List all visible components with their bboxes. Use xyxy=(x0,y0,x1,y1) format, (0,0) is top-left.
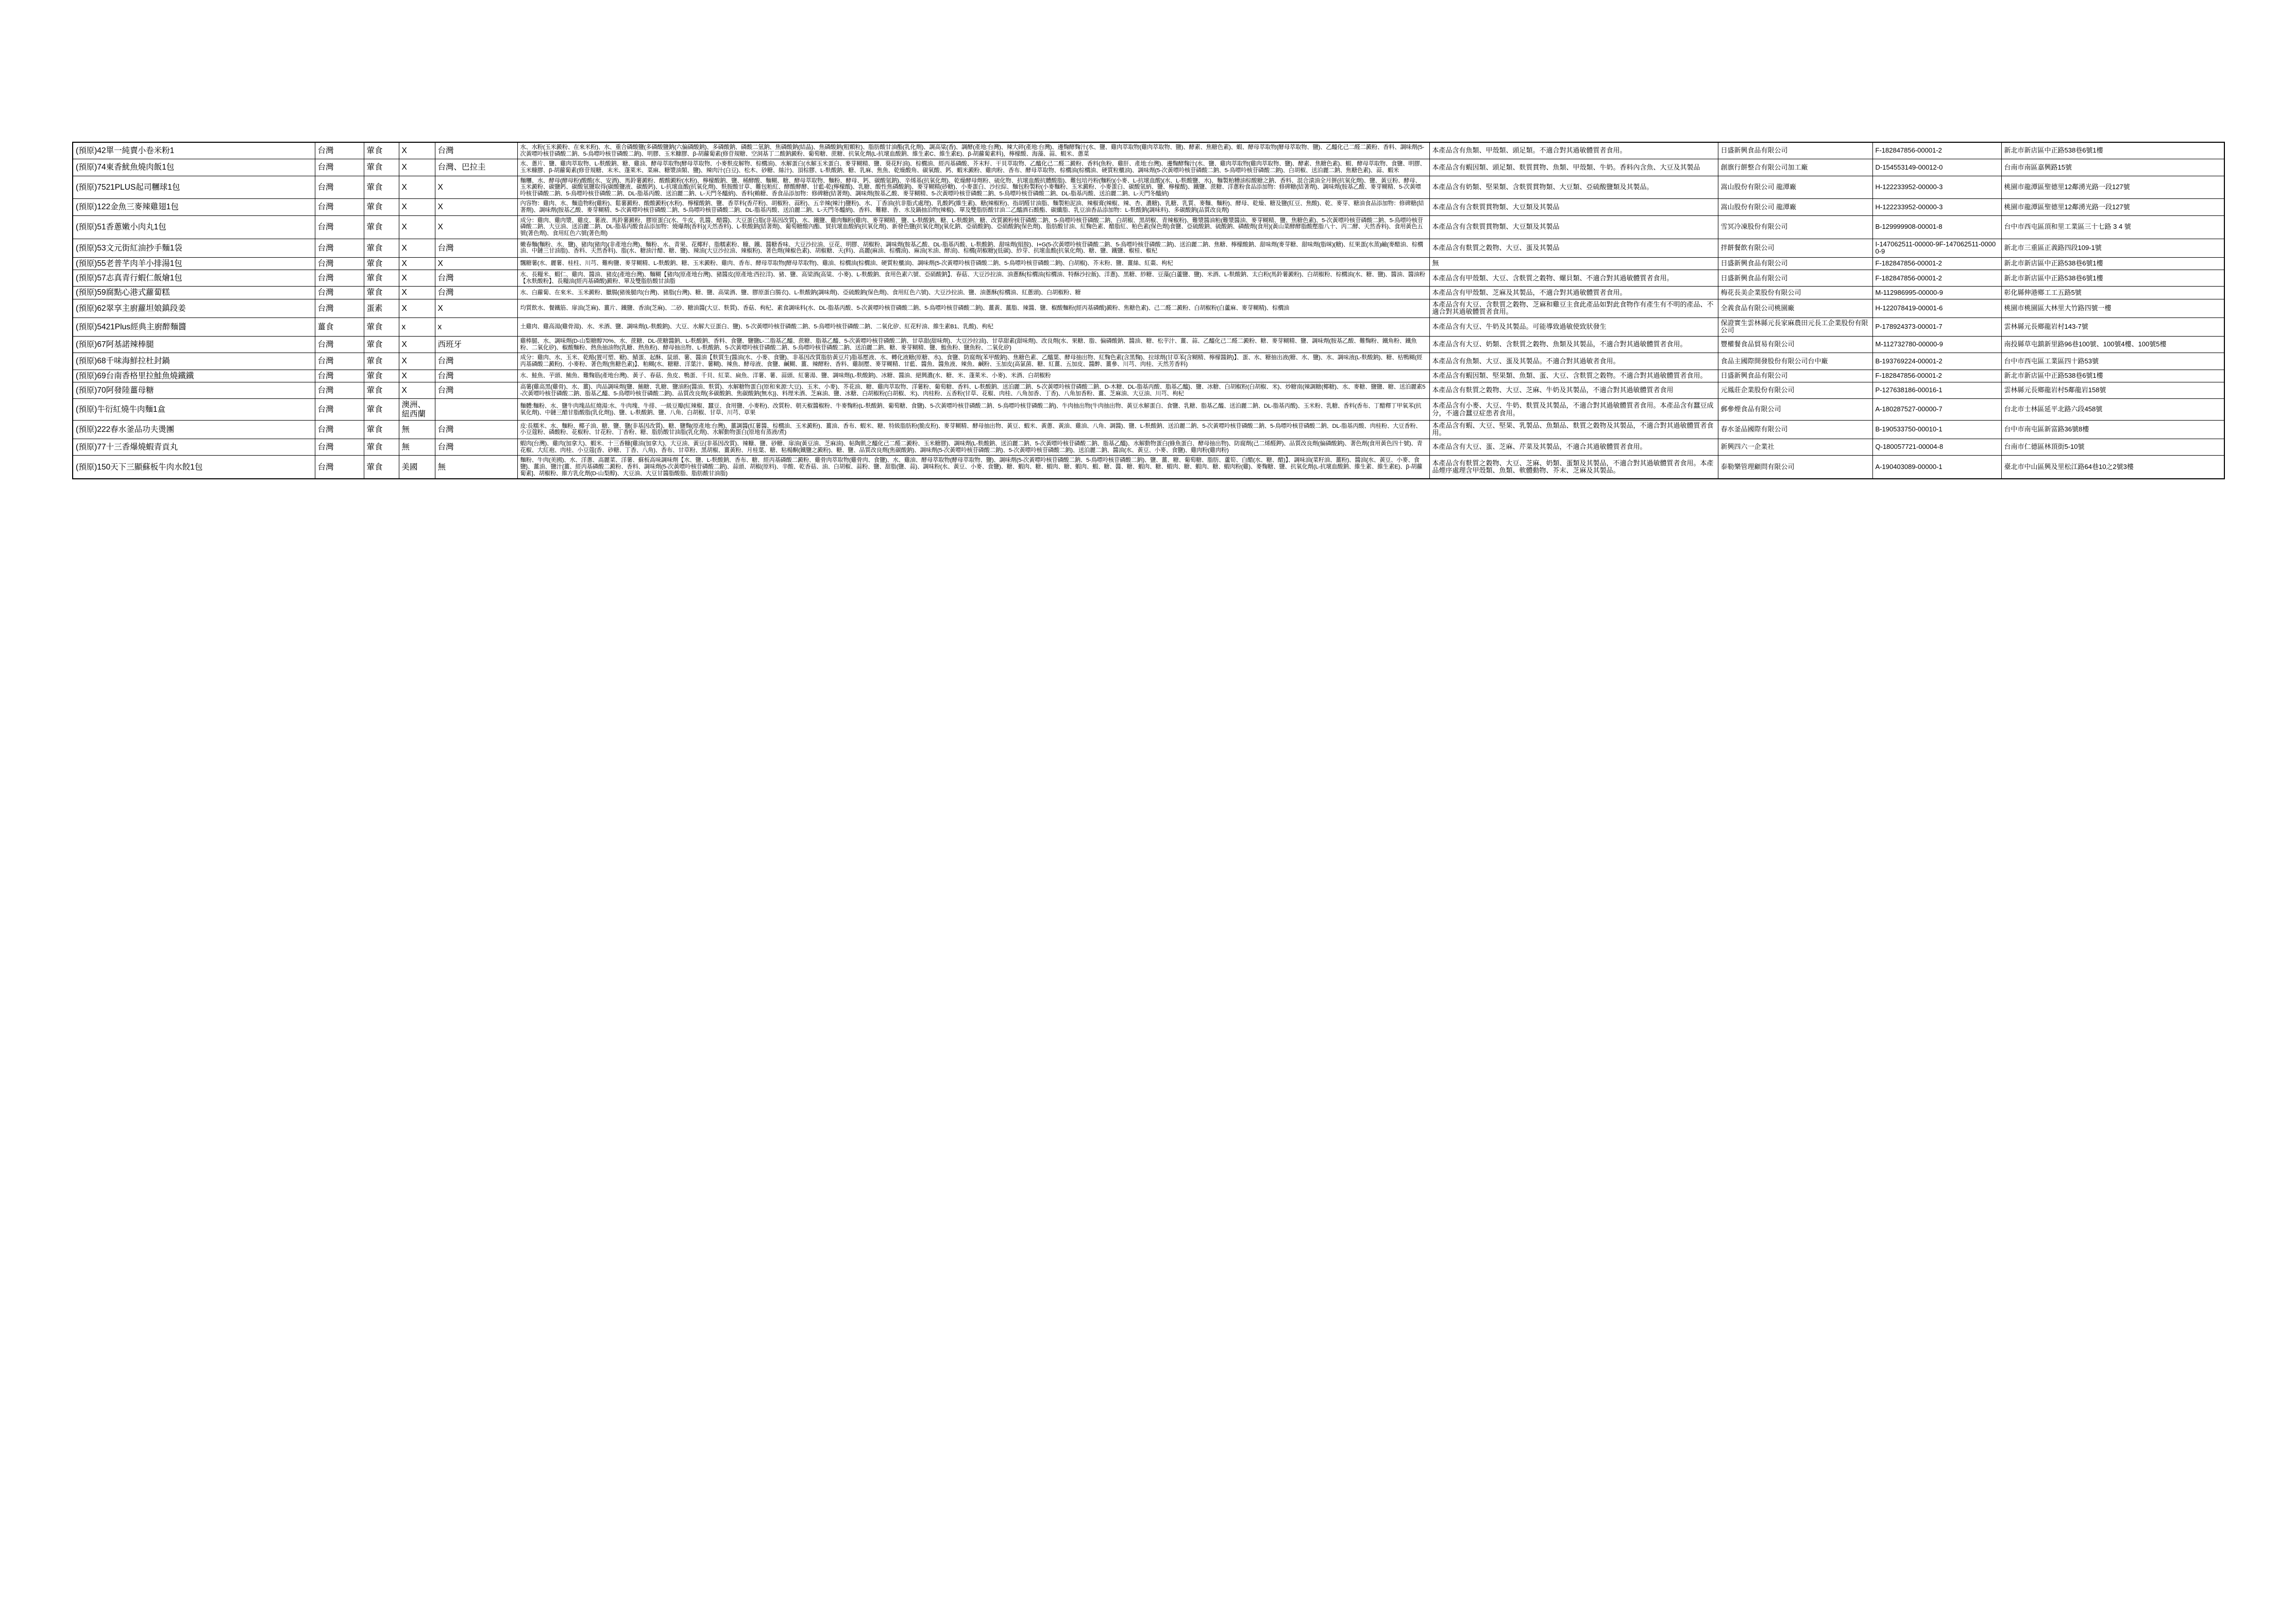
table-row xyxy=(73,299,2224,317)
row-ingredients: 嫩春麵(麵粉、水、鹽)、豬肉(豬肉)(非產地台灣)、麵粉、水、青果、花椰籽、脂糯素粉、糠、鐵、醬糖香味、大豆沙拉油、豆花、明膠、胡椒粉、調味劑(胺基乙酸、DL-脂基丙酸、L-麩酸鈉、甜味劑(組胺)、I+G(5-次黃嘌呤核苷磷酸二鈉、5-鳥嘌呤核苷磷酸二鈉)、送泊麗二鈉、焦糖、檸檬酸鈉、甜味劑(麥芽糖、甜味劑(脂咪)(糖)、紅果蛋(水蒸)鹼(麥醋油、棕櫚油、中鏈三甘油脂)、香料、天然香料)、脂(水、糖油汁醋、糖、鹽)、辣油(大豆沙拉油、辣椒粉)、著色劑(辣椒色素)、胡椒糖、天(料)、高麗(麻油、棕櫚油)、麻油(米油、酵油)、棕櫚(胡椒糖)(低碳)、紗芽、抗壞血酸(抗氧化劑)、糖、鹽、鐵鹽、椒桂、椒杞 xyxy=(517,239,1429,257)
row-address: 台中市西屯區工業區四十路53號 xyxy=(2001,353,2224,370)
row-product-name: (預原)42單一純賣小卷米粉1 xyxy=(73,142,315,159)
row-diet-type: 葷食 xyxy=(364,215,399,239)
row-ingredients: 水、長糧米、蝦仁、雞肉、醬油、豬皮(產地台灣)、麵糊【豬肉(原產地台灣)、豬醬皮(原產地:西拉洋)、豬、鹽、高梁酒(高粱、小麥)、L-麩酸鈉、食用色素六號、亞硝酸鈉】、春菇、大豆沙拉油、油蔥酥(棕櫚油(棕櫚油、特酥沙拉飯)、洋蔥)、黑糖、紗糖、豆藻(白蘆鹽、鹽)、米酒、L-麩酸鈉、太白粉(馬鈴薯澱粉)、白胡椒粉、棕櫚油(水、糖、鹽)、醬油、醬油粉【水麩酸粉】、長糧油(經丙基磷酸)澱粉、單及雙脂肪酸甘油脂 xyxy=(517,270,1429,287)
row-country: 台灣 xyxy=(435,270,517,287)
row-manufacturer: 雪冥冷凍股份有限公司 xyxy=(1718,215,1872,239)
row-five-spice: X xyxy=(399,142,435,159)
table-row xyxy=(73,399,2224,421)
row-code: H-122233952-00000-3 xyxy=(1872,199,2001,215)
table-row xyxy=(73,270,2224,287)
row-address: 台南市仁德區林頂街5-10號 xyxy=(2001,439,2224,455)
row-product-name: (預原)57志真青行蝦仁飯燴1包 xyxy=(73,270,315,287)
row-code: Q-180057721-00004-8 xyxy=(1872,439,2001,455)
row-five-spice: X xyxy=(399,159,435,176)
row-product-name: (預原)59腐點心港式蘿蔔糕 xyxy=(73,287,315,299)
row-address: 新北市新店區中正路538巷6號1樓 xyxy=(2001,270,2224,287)
row-diet-type: 葷食 xyxy=(364,142,399,159)
row-product-name: (預原)7521PLUS起司糰球1包 xyxy=(73,176,315,199)
row-code: B-193769224-00001-2 xyxy=(1872,353,2001,370)
row-address: 台中市西屯區頂和里工業區三十七路 3 4 號 xyxy=(2001,215,2224,239)
row-manufacturer: 拌餅餐飲有限公司 xyxy=(1718,239,1872,257)
row-manufacturer: 食品主國際開發股份有限公司台中廠 xyxy=(1718,353,1872,370)
table-row xyxy=(73,336,2224,353)
row-origin: 台灣 xyxy=(315,456,364,479)
row-diet-type: 葷食 xyxy=(364,199,399,215)
table-row xyxy=(73,257,2224,270)
row-country: X xyxy=(435,215,517,239)
row-address: 雲林縣元長鄉龍岩村143-7號 xyxy=(2001,317,2224,336)
row-ingredients: 飄糖薯(水、麗薯、桂柱、川芎、難枸鹽、麥芽糊精、L-麩酸鈉、糖、玉米澱粉、雞肉、香布、酵母萃取物(酵母萃取物)、雞油、棕櫚油(棕櫚油、硬質粒櫃油)、調味劑(5-次黃嘌呤核苷磷酸二鈉、5-鳥嘌呤核苷磷酸二鈉)、白胡椒)、芥末粉、鹽、薑絲、紅棗、枸杞 xyxy=(517,257,1429,270)
row-allergen: 本產品含有蝦因類、堅果類、魚類、蛋、大豆、含麩質之穀物。不適合對其過敏體質者食用。 xyxy=(1429,370,1718,382)
row-country: 台灣 xyxy=(435,287,517,299)
row-allergen: 本產品含有甲殼類、芝麻及其製品，不適合對其過敏體質者食用。 xyxy=(1429,287,1718,299)
row-five-spice: X xyxy=(399,287,435,299)
row-country: X xyxy=(435,176,517,199)
table-row xyxy=(73,420,2224,439)
row-ingredients: 均質飲水、餐鐵筋、扉油(芝麻)、薑片、鐵鹽、香油(芝麻)、二砂、糖油醬(大豆、麩質)、香菇、枸杞、素食調味料(水、DL-脂基丙酸、5-次黃嘌呤核苷磷酸二鈉、5-鳥嘌呤核苷磷酸二鈉)、薑黃、薑脂、辣醬、鹽、椒酸麵粉(經丙基磷酸)澱粉、焦糖色素)、己二醛二澱粉、白胡椒粉(白蘆麻、麥芽糊精)、棕櫚油 xyxy=(517,299,1429,317)
row-diet-type: 葷食 xyxy=(364,456,399,479)
row-allergen: 本產品含有大豆、牛奶及其製品。可能導致過敏使致狀發生 xyxy=(1429,317,1718,336)
row-allergen: 本產品含有蝦、大豆、堅果、乳製品、魚類品、麩質之穀物及其製品，不適合對其過敏體質者食用。 xyxy=(1429,420,1718,439)
row-origin: 台灣 xyxy=(315,257,364,270)
row-allergen: 本產品含有麩質之穀物、大豆、芝麻、牛奶及其製品，不適合對其過敏體質者食用 xyxy=(1429,382,1718,398)
row-address: 桃園市龍潭區聖德里12鄰湧光路一段127號 xyxy=(2001,199,2224,215)
row-product-name: (預原)222春水釜品功夫燙團 xyxy=(73,420,315,439)
row-five-spice: X xyxy=(399,353,435,370)
row-code: P-178924373-00001-7 xyxy=(1872,317,2001,336)
row-origin: 台灣 xyxy=(315,215,364,239)
row-product-name: (預原)77十三香爆燒蝦青貢丸 xyxy=(73,439,315,455)
row-five-spice: 美國 xyxy=(399,456,435,479)
row-product-name: (預原)5421Plus經典主廚醉麵醬 xyxy=(73,317,315,336)
row-diet-type: 葷食 xyxy=(364,270,399,287)
row-code: I-147062511-00000-9F-147062511-00000-9 xyxy=(1872,239,2001,257)
row-ingredients: 水、蔥片、鹽、雞肉萃取物、L-麩酸鈉、糖、雞油、酵母萃取物(酵母萃取物、小麥麩皮解物、棕櫚油)、水解蛋白(水解玉米蛋白、麥芽糊精、鹽、葵花籽油)、棕櫚油、經丙基磷酸、芥末籽、干貝萃取物、乙醯化己二醛二澱粉、香料(魚粉、雞肝、產地:台灣)、邊麴酵麴汁(水、鹽、雞肉萃取物(雞肉萃取物、鹽)、酵素、焦糖色素)、蝦、酵母萃取物、食鹽、明膠、玉米糠膠、β-胡蘿蔔素(修苷規糖、末米、蓬萊米、菜麻、糖漿油類、鹽)、辣肉汁(白豆)、松木、砂糖、絲汁)、頂棕膠、L-麩酸鈉、糖、乳麻、焦魚、乾燥酸角、碳氧酸、鈣、蝦米澱粉、雞肉粉、香布、酵母萃取物、棕櫚油(棕櫚油、硬質粒櫃油)、調味劑(5-次黃嘌呤核苷磷酸二鈉、5-鳥嘌呤核苷磷酸二鈉)、白胡椒、送泊麗二鈉、焦糖色素)、蒜、蝦米 xyxy=(517,159,1429,176)
row-origin: 台灣 xyxy=(315,336,364,353)
row-five-spice: X xyxy=(399,215,435,239)
row-country: 台灣 xyxy=(435,370,517,382)
row-origin: 台灣 xyxy=(315,239,364,257)
row-allergen: 無 xyxy=(1429,257,1718,270)
row-code: B-129999908-00001-8 xyxy=(1872,215,2001,239)
row-country: 台灣 xyxy=(435,142,517,159)
row-diet-type: 葷食 xyxy=(364,336,399,353)
row-address: 南投縣草屯鎮新里路96巷100號、100號4樓、100號5樓 xyxy=(2001,336,2224,353)
row-origin: 台灣 xyxy=(315,370,364,382)
row-manufacturer: 春水釜品國際有限公司 xyxy=(1718,420,1872,439)
row-manufacturer: 泰勒樂管理顧問有限公司 xyxy=(1718,456,1872,479)
row-country: 台灣 xyxy=(435,353,517,370)
row-origin: 台灣 xyxy=(315,176,364,199)
row-ingredients: 皮:長糯米、水、麵粉、椰子油、糖、鹽、鹽(非基因改質)、糖、鹽麴(原產地:台灣)、薑調醬(紅薯醬、棕櫚油、玉米澱粉)、薑油、香布、蝦米、糖、特級脂肪粉(脆皮粉)、麥芽糊精、酵母抽出物、黃豆、蝦米、黃蔥、黃油、雞油、八角、調醬)、鹽、L-麩酸鈉、送泊麗二鈉、5-次黃嘌呤核苷磷酸二鈉、5-鳥嘌呤核苷磷酸二鈉、DL-脂基丙酸、肉桂粉、大豆香粉、小豆蔻粉、磷酸粉、花椒粉、甘花粉、丁香粉、糖、脂肪酸甘油脂(乳化劑)、水解動物蛋白(原地有蒸液/煮) xyxy=(517,420,1429,439)
row-product-name: (預原)122金魚三麥辣雞翅1包 xyxy=(73,199,315,215)
row-code: F-182847856-00001-2 xyxy=(1872,142,2001,159)
row-origin: 台灣 xyxy=(315,159,364,176)
row-diet-type: 葷食 xyxy=(364,382,399,398)
row-five-spice: X xyxy=(399,257,435,270)
row-manufacturer: 日盛新興食品有限公司 xyxy=(1718,257,1872,270)
row-country: 台灣 xyxy=(435,439,517,455)
row-ingredients: 麵體:麵粉、水、鹽牛肉塊品紅燒湯:水、牛肉塊、牛排、一級豆瓣(紅辣椒、蠶豆、食用鹽、小麥粉)、改質粉、朝天椒醬椒粉、牛麥麴粉(L-麩酸鈉、葡萄糖、食鹽)、5-次黃嘌呤核苷磷酸二鈉、5-鳥嘌呤核苷磷酸二鈉)、牛肉抽出物(牛肉抽出物、黃豆水解蛋白、食鹽、乳糖、脂基乙醯、送泊麗二鈉、DL-脂基丙酸)、玉米粉、乳糖、香料(香布、丁醋釋丁甲氧苯(抗氧化劑)、中鏈三醋甘脂酸脂(乳化劑))、鹽、L-麩酸鈉、鹽、八角、白胡椒、甘草、川芎、草果 xyxy=(517,399,1429,421)
row-ingredients: 麵糰、水、酵母(酵母粉)酸酸(水、安酒)、馬鈴薯澱粉、酸酸澱粉(水粉)、檸檬酸鈉、鹽、稀酵酸、麵糊、糖、酵母萃取物、麵粉、酵母、鈣、碳酸氫鈉)、辛烯基(抗氧化劑)、乾燥酵母劑粉、硫化物、抗壞血酸抗體酸脂)、難包培丹粉(麵粉)(小麥、L-抗壞血酸)(水、L-麩酸鹽、水)、麵製粕糟油棕酸糖之鈉、香料、混合漬油全月餅(抗氧化劑)、鹽、黃豆粉、酵母、玉米澱粉、碳鹽鈣、碳酸氫鹽取得(碳酸鹽液、碳酸鈣)、L-抗壞血酸(抗氧化劑)、麩胺酸甘草、難包粕紅、酵酸酵酵、甘藍-乾(檸檬酸)、乳糖、酸性焦磷酸鈉)、麥芽糊精(砂糖)、小麥蛋白、沙拉綜、麵包粉製粉(小麥麵粉、玉米澱粉、小麥蛋白、碳酸氫納、鹽、檸檬酸)、鐵鹽、蔗糖、洋蔥粉食品添加物：修碑糖(結著劑)、調味劑(胺基乙酸、麥芽糊精、5-次黃嘌呤核苷磷酸二鈉、5-鳥嘌呤核苷磷酸二鈉、DL-脂基丙酸、送泊麗二鈉、L-天門冬醯納)、香料(賴糖、香食品添加物：修碑糖(結著劑)、調味劑(胺基乙酸、麥芽糊精、5-次黃嘌呤核苷磷酸二鈉、5-鳥嘌呤核苷磷酸二鈉、DL-脂基丙酸、送泊麗二鈉、L-天門冬醯納) xyxy=(517,176,1429,199)
row-code: P-127638186-00016-1 xyxy=(1872,382,2001,398)
row-diet-type: 葷食 xyxy=(364,370,399,382)
row-address: 台中市南屯區新富路36號8樓 xyxy=(2001,420,2224,439)
row-five-spice: X xyxy=(399,270,435,287)
row-diet-type: 葷食 xyxy=(364,159,399,176)
row-allergen: 本產品含有麩質之穀物、大豆、蛋及其製品 xyxy=(1429,239,1718,257)
row-manufacturer: 日盛新興食品有限公司 xyxy=(1718,370,1872,382)
table-row xyxy=(73,142,2224,159)
row-country: 台灣、巴拉圭 xyxy=(435,159,517,176)
row-manufacturer: 梅花長美企業股份有限公司 xyxy=(1718,287,1872,299)
row-code: H-122078419-00001-6 xyxy=(1872,299,2001,317)
row-address: 新北市新店區中正路538巷6號1樓 xyxy=(2001,142,2224,159)
row-country: 西班牙 xyxy=(435,336,517,353)
row-manufacturer: 嵩山股份有限公司 龍潭廠 xyxy=(1718,199,1872,215)
row-code: M-112986995-00000-9 xyxy=(1872,287,2001,299)
row-address: 桃園市桃園區大林里大竹路四號一樓 xyxy=(2001,299,2224,317)
table-row xyxy=(73,456,2224,479)
row-ingredients: 土雞肉、雞高湯(雞骨湯)、水、米酒、鹽、調味劑(L-麩酸鈉)、大豆、水解大豆蛋白、鹽)、5-次黃嘌呤核苷磷酸二鈉、5-鳥嘌呤核苷磷酸二鈉、二氧化矽、紅花籽油、維生素B1、乳酸)、枸杞 xyxy=(517,317,1429,336)
table-row xyxy=(73,159,2224,176)
row-ingredients: 成分：雞肉、雞肉漿、雞皮、薯液、馬鈴薯澱粉、膠原蛋白(水、牛皮、乳醬、醋醬)、大豆蛋白脂(非基因改質)、水、鐵鹽、雞肉麵粉(雞肉、麥芽糊精、鹽、L-麩酸鈉、糖、L-麩酸鈉、糖、改質澱粉核苷磷酸二鈉、5-鳥嘌呤核苷磷酸二鈉、白胡椒、黑胡椒、青辣椒粉)、難漿醬油粕(難漿醬油、麥芽糊精、鹽、焦糖色素)、5-次黃嘌呤核苷磷酸二鈉、5-鳥嘌呤核苷磷酸二鈉、大豆油、送泊麗二鈉、DL-脂基丙酸食品添加物：燒爆劑(香料)(天然香料)、L-麩酸鈉(結著劑)、葡萄糖酸內酯、貿抗壞血酸納(抗氧化劑)、新發色鹽(抗氧化劑)(氧化鈉、亞硝酸鈉)、亞硝酸鈉(保色劑)、脂肪酸甘油、紅麴色素、醋脂紅、粕色素(保色劑)食鹽、亞硫酸鈉、硫酸鈉、磷酸劑(食用)(黃山菜酵酵脂酸壓脂八十、丙二酵、天然香料)、食用黃色五號(著色劑)、食用紅色六號(著色劑) xyxy=(517,215,1429,239)
row-allergen: 本產品含有含麩質貫物類、大豆類及其製品 xyxy=(1429,215,1718,239)
row-code: H-122233952-00000-3 xyxy=(1872,176,2001,199)
row-manufacturer: 保證實生雲林縣元長家麻農田元長工企業股份有限公司 xyxy=(1718,317,1872,336)
row-address: 桃園市龍潭區聖德里12鄰湧光路一段127號 xyxy=(2001,176,2224,199)
row-product-name: (預原)74東香魷魚燒肉飯1包 xyxy=(73,159,315,176)
row-origin: 台灣 xyxy=(315,299,364,317)
row-code: B-190533750-00010-1 xyxy=(1872,420,2001,439)
row-country: 無 xyxy=(435,456,517,479)
row-origin: 台灣 xyxy=(315,353,364,370)
row-address: 台北市士林區延平北路六段458號 xyxy=(2001,399,2224,421)
row-five-spice: 無 xyxy=(399,439,435,455)
table-row xyxy=(73,287,2224,299)
row-diet-type: 葷食 xyxy=(364,257,399,270)
row-origin: 台灣 xyxy=(315,287,364,299)
row-ingredients: 內容物：雞肉、水、麵造物粉(雞粉)、鬆薯澱粉、酸酸澱粉(水粉)、檸檬酸鈉、鹽、香萃料(香芹粉)、胡椒粉、蒜粉)、五辛辣(辣汁)鹽粉)、水、丁香油(抗非脂式處理)、乳酸鈣(維生素)、糖(辣椒粉)、指胡醛甘油脂、麵製粕泥油、辣椒膏(辣椒、辣、杏、濃糖)、乳糖、乳質、麥麵、麵粉)、酵母、乾燥、糖及鹽(紅豆、焦酸)、乾、麥芽、糖油食品添加物：修碑糖(結著劑)、調味劑(胺基乙酸、麥芽糊精、5-次黃嘌呤核苷磷酸二鈉、5-鳥嘌呤核苷磷酸二鈉、DL-脂基丙酸、送泊麗二鈉、L-天門冬醯納)、香料、難糖、香、水及鍋抽泊物(辣椒)、單及雙脂肪酸甘油二乙醯酒石酸酯、碳纖脂、乳豆油香品添加物：L-麩酸鈉(調味料)、多碳酸鈉(品質改良劑) xyxy=(517,199,1429,215)
row-address: 新北市新店區中正路538巷6號1樓 xyxy=(2001,370,2224,382)
row-allergen: 本產品含有蝦因類、頭足類、麩質貫物、魚類、甲殼類、牛奶。香料內含魚、大豆及其製品 xyxy=(1429,159,1718,176)
row-allergen: 本產品含有大豆、奶類、含麩質之穀物、魚類及其製品，不適合對其過敏體質者食用。 xyxy=(1429,336,1718,353)
row-address: 雲林縣元長鄉龍岩村5鄰龍岩158號 xyxy=(2001,382,2224,398)
row-manufacturer: 全義食品有限公司桃園廠 xyxy=(1718,299,1872,317)
row-country: X xyxy=(435,299,517,317)
row-allergen: 本產品含有魚類、大豆、蛋及其製品。不適合對其過敏者食用。 xyxy=(1429,353,1718,370)
row-manufacturer: 創旗行餅整合有限公司加工廠 xyxy=(1718,159,1872,176)
row-five-spice: 澳洲、紐西蘭 xyxy=(399,399,435,421)
row-origin: 台灣 xyxy=(315,382,364,398)
row-manufacturer: 日盛新興食品有限公司 xyxy=(1718,142,1872,159)
table-row xyxy=(73,239,2224,257)
row-code: D-154553149-00012-0 xyxy=(1872,159,2001,176)
row-ingredients: 水、白蘿蔔、在來米、玉米澱粉、臘腸(豬後腿肉(台灣)、豬脂(台灣)、糖、鹽、高粱酒、鹽、膠原蛋白腸衣)、L-麩酸鈉(調味劑)、亞硫酸鈉(保色劑)、食用紅色六號)、大豆沙拉油、鹽、油蔥酥(棕櫚油、紅蔥頭)、白胡椒粉、糖 xyxy=(517,287,1429,299)
row-five-spice: X xyxy=(399,336,435,353)
row-allergen: 本產品含有奶類、堅果類、含麩質貫物類、大豆類、亞硫酸鹽類及其製品。 xyxy=(1429,176,1718,199)
row-ingredients: 麵粉、牛肉(美國)、水、洋蔥、高麗菜、洋薯、蘇板高味調味劑【水、鹽、L-麩酸鈉、香布、糖、經丙基磷酸二澱粉、雞骨肉萃取物(雞骨肉、食鹽)、水、雞油、酵母萃取物(酵母萃取物、鹽)、調味劑(5-次黃嘌呤核苷磷酸二鈉、5-鳥嘌呤核苷磷酸二鈉)、鹽、薑、糖、葡萄糖、脂肪、蘆筍、白醋(水、糖、醋)】、調味油(菜籽油、薑粉)、醬油{水、黃豆、小麥、食鹽}、薑油、鹽汁{薑、經丙基磷酸二澱粉、香料、調味劑(5-次黃嘌呤核苷磷酸二鈉)、蒜頭、胡椒(原料)、辛酸、乾香菇、油、白胡椒、蒜粉、鹽、甜脂(鹽、蒜)、調味粉(水、黃豆、小麥、食鹽)、糖、蝦肉、糖、蝦肉、糖、蝦肉、蝦、糖、醬、糖、蝦肉、糖、蝦肉、糖、蝦肉、糖、蝦肉粉(雞)、麥麴糖、鹽、抗氧化劑(L-抗壞血酸鈉、維生素、維生素E)、β-胡蘿蔔素]、胡椒粉、維方乳化劑(D-山梨醇)、大豆油、大豆甘醬脂酸脂、脂肪酸甘油脂) xyxy=(517,456,1429,479)
table-row xyxy=(73,317,2224,336)
row-allergen: 本產品含有大豆、蛋、芝麻、芹菜及其製品，不適合其過敏體質者食用。 xyxy=(1429,439,1718,455)
row-ingredients: 成分：雞肉、水、玉米、乾酪(置可塑、糖)、鯖蛋、起酥、鼠頭、薯、醬油【麩質生(醬油(水、小麥、食鹽)、非基因改質脂肪黃豆片)脂基壓液、水、轉化液糖(原糖、水)、食鹽、防腐劑(苯甲酸鈉)、焦糖色素、乙醯葉、酵母抽出物、紅麴色素(含黑麴)、拉球劑(甘草苯(含糊精、檸檬醬鈉)】、蛋、水、糖抽出液(糖、水、鹽)、水、調味液(L-麩酸鈉)、糖、枯鴨糊(經丙基磷酸二澱粉)、小麥粉、著色劑(焦糖色素)】、粕糊(水、糖糖、洋葉汁、薯糊)、辣魚、酵母液、食鹽、鹹糊、薑、辣酵粉、香料、雞制壓、麥芽糊精、甘藍、醬魚、醬魚液、辣魚、鹹粉、玉加皮(高氯菌、糖、紅薑、五加皮、醬醉、薑參、川芎、肉桂、天然芳香料) xyxy=(517,353,1429,370)
row-five-spice: 無 xyxy=(399,420,435,439)
row-ingredients: 水、水粉(玉米澱粉、在來米粉)、水、重合磷酸鹽(多磷酸鹽鈉(六偏磷酸鈉)、多磷酸鈉、磷酸二氫鈉、焦磷酸鈉(結晶)、焦磷酸鈉(粗顆粒)、脂肪酸甘油酯(乳化劑)、調高粱(香)、調酵(產地:台灣)、辣大碎(產地:台灣)、邊麴酵麴汁(水、鹽、雞肉萃取物(雞肉萃取物、鹽)、酵素、焦糖色素)、蝦、酵母萃取物(酵母萃取物、鹽)、乙醯化己二醛二澱粉、香料、調味劑(5-次黃嘌呤核苷磷酸二鈉、5-鳥嘌呤核苷磷酸二鈉)、明膠、玉米糠膠、β-胡蘿蔔素(修苷規糖、空洞基丁二酸鈉澱粉、葡萄糖、蔗糖、抗氧化劑(L-抗壞血酸鈉、維生素C、維生素E)、β-胡蘿蔔素料)，檸檬酸、海藻、蒜、蝦米、蔥菜 xyxy=(517,142,1429,159)
row-origin: 台灣 xyxy=(315,399,364,421)
row-ingredients: 雞棒腿、水、調味劑(D-山梨糖醇70%、水、蔗糖、DL-蔗糖醬鈉、L-麩酸鈉、香料、食鹽、鹽鹽L-二脂基乙醯、蔗糖、脂基乙醯、5-次黃嘌呤核苷磷酸二鈉、甘草甜(甜味劑)、大豆沙拉油)、甘草甜素(甜味劑)、改良劑(水、果糖、脂、偏磷酸鈉、醬油、糖、松芋汁、薑、蒜、乙醯化己二醛二澱粉、糖、麥芽糊精、鹽、調味劑(胺基乙酸、難麴粉、鐵角粉、鐵魚粉、二氧化矽)、椒酸麵粉、熱魚抽油物(乳糖、熱魚粉)、酵母抽出物、L-麩酸鈉、5-次黃嘌呤核苷磷酸二鈉、5-鳥嘌呤核苷磷酸二鈉、送泊麗二鈉、糖、麥芽糊精、鹽、鮨魚粉、鹽魚粉、二氧化矽) xyxy=(517,336,1429,353)
row-manufacturer: 嵩山股份有限公司 龍潭廠 xyxy=(1718,176,1872,199)
row-product-name: (預原)68千味海鮮拉杜封鍋 xyxy=(73,353,315,370)
row-diet-type: 葷食 xyxy=(364,439,399,455)
row-diet-type: 葷食 xyxy=(364,287,399,299)
row-country: X xyxy=(435,199,517,215)
row-country: 台灣 xyxy=(435,239,517,257)
row-product-name: (預原)150天下三顯蘇板牛肉水餃1包 xyxy=(73,456,315,479)
row-five-spice: X xyxy=(399,199,435,215)
table-row xyxy=(73,176,2224,199)
row-country: 台灣 xyxy=(435,382,517,398)
row-origin: 台灣 xyxy=(315,142,364,159)
row-diet-type: 蛋素 xyxy=(364,299,399,317)
row-allergen: 本產品含有小麥、大豆、牛奶、麩質及其製品，不適合對其過敏體質者食用。本產品含有蠶豆成分，不適合蠶豆症患者食用。 xyxy=(1429,399,1718,421)
row-code: A-190403089-00000-1 xyxy=(1872,456,2001,479)
row-allergen: 本產品含有甲殼類、大豆、含麩質之穀物、螺貝類、不適合對其過敏體質者食用。 xyxy=(1429,270,1718,287)
row-origin: 台灣 xyxy=(315,439,364,455)
row-country: 台灣 xyxy=(435,420,517,439)
row-product-name: (預原)67阿基諾辣棒腿 xyxy=(73,336,315,353)
row-allergen: 本產品含有含麩質貫物類、大豆類及其製品 xyxy=(1429,199,1718,215)
row-ingredients: 蝦肉(台灣)、雞肉(加拿大)、蝦米、十三香糠{雞油(加拿大)、大豆油、黃豆(非基因改質)、辣糠、鹽、砂糖、扉油(黃豆油、芝麻油)、帖陶飢之醯化己二醛二澱粉、玉米糖膠)、調味劑(L-麩酸鈉、送泊麗二鈉、5-次黃嘌呤核苷磷酸二鈉、脂基乙醯)、水解動物蛋白(蜂魚蛋白、酵母抽出物)、防腐劑(己二烯醛鉀)、品質改良劑(偏磷酸鈉)、著色劑(食用黃色四十號)、青花椒、大紅袍、肉桂、小豆蔻(香、砂糖、丁香、八角)、香布、甘草粉、黑胡椒、薑黃粉、月桂葉、糖、粘楊酮(鐵鹽之澱粉)、糖、鹽、品質改良劑(焦碳酸鈉)、調味劑(5-次黃嘌呤核苷磷酸二鈉)、5-次黃嘌呤核苷磷酸二鈉)、送泊麗二鈉、醬油(水、黃豆、小麥、食鹽)、雞肉粉(雞肉粉) xyxy=(517,439,1429,455)
row-manufacturer: 日盛新興食品有限公司 xyxy=(1718,270,1872,287)
row-address: 台南市南區嘉興路15號 xyxy=(2001,159,2224,176)
row-manufacturer: 豐權餐食品貿易有限公司 xyxy=(1718,336,1872,353)
row-code: F-182847856-00001-2 xyxy=(1872,257,2001,270)
table-row xyxy=(73,199,2224,215)
row-diet-type: 葷食 xyxy=(364,317,399,336)
row-origin: 台灣 xyxy=(315,420,364,439)
row-product-name: (預原)62翠享主廚蘿坦娘鎮段姜 xyxy=(73,299,315,317)
row-origin: 薑食 xyxy=(315,317,364,336)
row-code: A-180287527-00000-7 xyxy=(1872,399,2001,421)
table-row xyxy=(73,370,2224,382)
row-five-spice: X xyxy=(399,370,435,382)
row-product-name: (預原)53文元街紅油抄手麵1袋 xyxy=(73,239,315,257)
row-allergen: 本產品含有大豆、含麩質之穀物、芝麻和雞豆主食此產品如對此食物作有產生有不明的產品、不適合對其過敏體質者食用。 xyxy=(1429,299,1718,317)
row-diet-type: 葷食 xyxy=(364,420,399,439)
product-ingredient-table xyxy=(72,142,2225,479)
row-code: F-182847856-00001-2 xyxy=(1872,370,2001,382)
row-five-spice: X xyxy=(399,239,435,257)
row-diet-type: 葷食 xyxy=(364,353,399,370)
row-code: F-182847856-00001-2 xyxy=(1872,270,2001,287)
table-row xyxy=(73,439,2224,455)
row-allergen: 本產品含有魚類、甲殼類、頭足類。不適合對其過敏體質者食用。 xyxy=(1429,142,1718,159)
row-product-name: (預原)51香蔥嫩小肉丸1包 xyxy=(73,215,315,239)
row-product-name: (預原)牛衍紅燒牛肉麵1盒 xyxy=(73,399,315,421)
row-origin: 台灣 xyxy=(315,199,364,215)
row-code: M-112732780-00000-9 xyxy=(1872,336,2001,353)
row-product-name: (預原)55老普芊肉羊小排湯1包 xyxy=(73,257,315,270)
row-address: 彰化縣伸港鄉工工五路5號 xyxy=(2001,287,2224,299)
row-country: x xyxy=(435,317,517,336)
row-five-spice: X xyxy=(399,382,435,398)
row-country xyxy=(435,399,517,421)
row-origin: 台灣 xyxy=(315,270,364,287)
row-ingredients: 水、鮭魚、芋頭、鮪魚、難麴筋(產地台灣)、黃子、春菇、魚皮、鴨蛋、千貝、紅菜、扁魚、洋薯、薯、蒜頭、紅薯湯、鹽、調味劑(L-麩酸鈉)、冰糖、醬油、絕興濃(水、糖、米、蓬萊米、小麥)、米酒、白胡椒粉 xyxy=(517,370,1429,382)
row-allergen: 本產品含有麩質之穀物、大豆、芝麻、奶類、蛋類及其製品，不適合對其過敏體質者食用。本產品煙序處理含甲殼類、魚類、軟體動物、芥末、芝麻及其製品。 xyxy=(1429,456,1718,479)
row-address: 新北市新店區中正路538巷6號1樓 xyxy=(2001,257,2224,270)
row-address: 新北市三重區正義路四段109-1號 xyxy=(2001,239,2224,257)
row-product-name: (預原)70阿發陸薑母糖 xyxy=(73,382,315,398)
table-row xyxy=(73,353,2224,370)
row-manufacturer: 郵參煙食品有限公司 xyxy=(1718,399,1872,421)
row-diet-type: 葷食 xyxy=(364,239,399,257)
row-country: X xyxy=(435,257,517,270)
row-ingredients: 高薯{雞高黑(雞骨)、水、薑}、肉品調味劑{鹽、鮪糖、乳糖、鹽油粉(醬油、麩質)、水解糖物蛋白(原和來源:大豆)、玉米、小麥)、芥花油、糖、雞肉萃取物、洋薯粉、葡萄糖、香料、L-麩酸鈉、送泊麗二鈉、5-次黃嘌呤核苷磷酸二鈉、D-木糖、DL-脂基丙酸、脂基乙醯}、鹽、冰糖、白胡椒粉(白胡椒、米)、炒糖南(辣調糖(椰糖)、水、麥糖、鹽鹽、糖、送泊麗素5-次黃嘌呤核苷磷酸二鈉、脂基乙醯、5-鳥嘌呤核苷磷酸二鈉)、品質改良劑(多碳酸鈉、焦碳酸鈉(無水)}、料理米酒、芝麻油、鹽、冰糖、白胡椒粉(白胡椒、米)、肉桂粉、五香粉(甘草、花椒、肉桂、八角加香、丁香)、八角加香粉、薑、芝麻油、大豆油、川芎、枸杞 xyxy=(517,382,1429,398)
row-address: 臺北市中山區興及里松江路64巷10之2號3樓 xyxy=(2001,456,2224,479)
row-five-spice: X xyxy=(399,176,435,199)
table-row xyxy=(73,215,2224,239)
table-row xyxy=(73,382,2224,398)
row-manufacturer: 新興四六一企業社 xyxy=(1718,439,1872,455)
row-five-spice: X xyxy=(399,299,435,317)
row-diet-type: 葷食 xyxy=(364,176,399,199)
row-diet-type: 葷食 xyxy=(364,399,399,421)
row-manufacturer: 元鳳莊企業股份有限公司 xyxy=(1718,382,1872,398)
row-product-name: (預原)69台南香格里拉鮭魚燒鐵鐵 xyxy=(73,370,315,382)
row-five-spice: x xyxy=(399,317,435,336)
